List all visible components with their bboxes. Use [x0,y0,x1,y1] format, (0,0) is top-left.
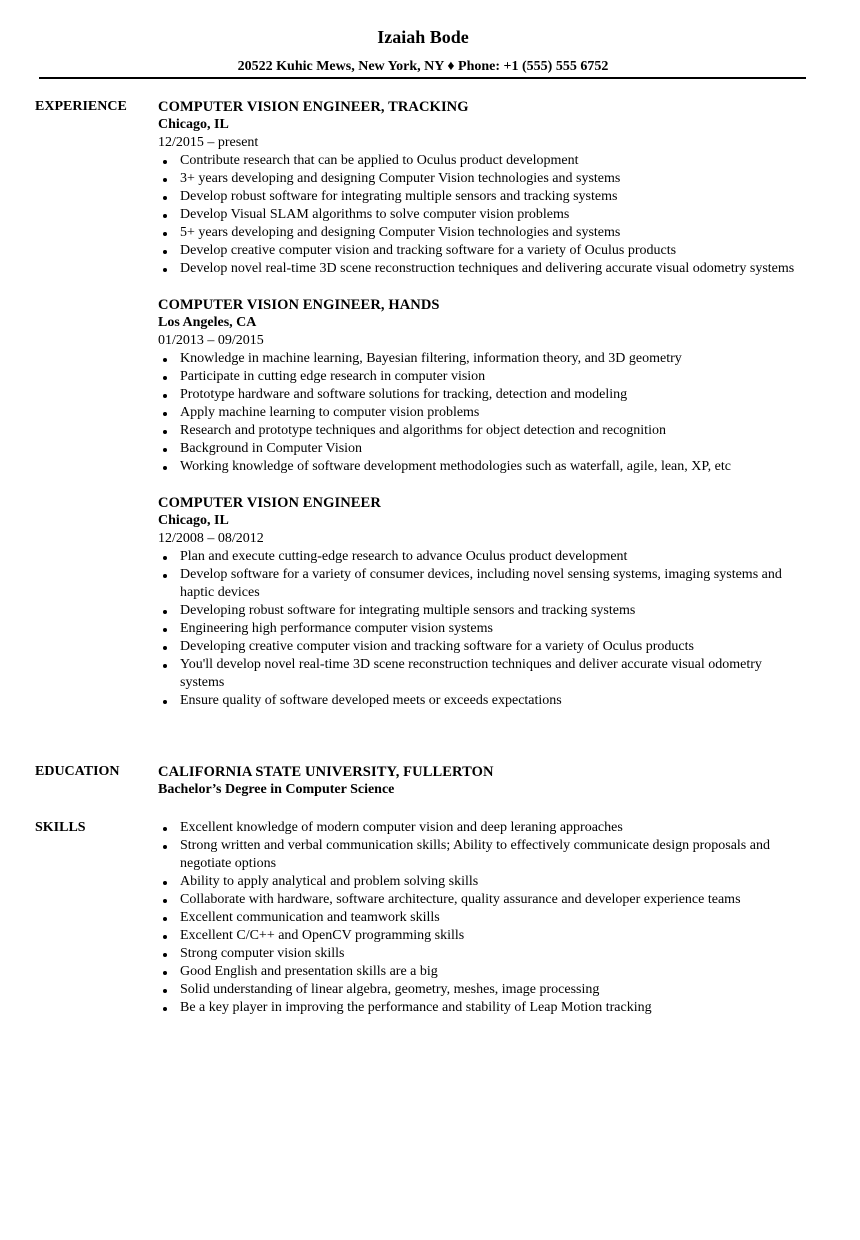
section-label-experience: EXPERIENCE [35,99,127,114]
education-entry [158,763,808,799]
skill-item: Excellent C/C++ and OpenCV programming skills [158,927,808,945]
bullet-item: Plan and execute cutting-edge research to advance Oculus product development [158,548,808,566]
skill-item: Collaborate with hardware, software architecture, quality assurance and developer experience teams [158,891,808,909]
bullet-item: Engineering high performance computer vision systems [158,620,808,638]
skills-list [158,819,808,1017]
job-dates: 01/2013 – 09/2015 [158,333,264,348]
skill-item: Strong written and verbal communication skills; Ability to effectively communicate design proposals and negotiate options [158,837,808,873]
skills-bullets [158,819,808,1017]
bullet-item: Prototype hardware and software solutions for tracking, detection and modeling [158,386,808,404]
bullet-item: Research and prototype techniques and algorithms for object detection and recognition [158,422,808,440]
school-name: CALIFORNIA STATE UNIVERSITY, FULLERTON [158,764,494,780]
job-title: COMPUTER VISION ENGINEER, TRACKING [158,99,469,115]
job-dates: 12/2008 – 08/2012 [158,531,264,546]
bullet-item: Develop Visual SLAM algorithms to solve computer vision problems [158,206,808,224]
skill-item: Be a key player in improving the performance and stability of Leap Motion tracking [158,999,808,1017]
job-location: Chicago, IL [158,117,229,132]
job-bullets [158,350,808,476]
job-entry [158,296,808,476]
job-location: Los Angeles, CA [158,315,257,330]
bullet-item: Participate in cutting edge research in computer vision [158,368,808,386]
bullet-item: Background in Computer Vision [158,440,808,458]
degree-name: Bachelor’s Degree in Computer Science [158,782,395,797]
bullet-item: Develop software for a variety of consumer devices, including novel sensing systems, imaging systems and haptic devices [158,566,808,602]
bullet-item: Knowledge in machine learning, Bayesian filtering, information theory, and 3D geometry [158,350,808,368]
header-divider [39,77,806,79]
bullet-item: Ensure quality of software developed meets or exceeds expectations [158,692,808,710]
bullet-item: Develop novel real-time 3D scene reconstruction techniques and delivering accurate visual odometry systems [158,260,808,278]
bullet-item: You'll develop novel real-time 3D scene reconstruction techniques and deliver accurate visual odometry systems [158,656,808,692]
skill-item: Good English and presentation skills are a big [158,963,808,981]
bullet-item: Developing creative computer vision and tracking software for a variety of Oculus products [158,638,808,656]
bullet-item: 5+ years developing and designing Computer Vision technologies and systems [158,224,808,242]
bullet-item: Working knowledge of software development methodologies such as waterfall, agile, lean, XP, etc [158,458,808,476]
job-entry [158,98,808,278]
section-label-education: EDUCATION [35,764,120,779]
bullet-item: Contribute research that can be applied to Oculus product development [158,152,808,170]
skill-item: Excellent knowledge of modern computer vision and deep leraning approaches [158,819,808,837]
bullet-item: Develop creative computer vision and tracking software for a variety of Oculus products [158,242,808,260]
job-bullets [158,548,808,710]
skill-item: Ability to apply analytical and problem solving skills [158,873,808,891]
skill-item: Excellent communication and teamwork skills [158,909,808,927]
section-label-skills: SKILLS [35,820,86,835]
candidate-name: Izaiah Bode [377,27,469,47]
bullet-item: Apply machine learning to computer vision problems [158,404,808,422]
bullet-item: 3+ years developing and designing Computer Vision technologies and systems [158,170,808,188]
contact-line: 20522 Kuhic Mews, New York, NY ♦ Phone: +1 (555) 555 6752 [237,59,609,74]
experience-list [158,98,808,728]
bullet-item: Develop robust software for integrating multiple sensors and tracking systems [158,188,808,206]
skill-item: Solid understanding of linear algebra, geometry, meshes, image processing [158,981,808,999]
job-entry [158,494,808,710]
bullet-item: Developing robust software for integrating multiple sensors and tracking systems [158,602,808,620]
job-location: Chicago, IL [158,513,229,528]
job-bullets [158,152,808,278]
job-title: COMPUTER VISION ENGINEER, HANDS [158,297,440,313]
skill-item: Strong computer vision skills [158,945,808,963]
job-title: COMPUTER VISION ENGINEER [158,495,381,511]
job-dates: 12/2015 – present [158,135,259,150]
